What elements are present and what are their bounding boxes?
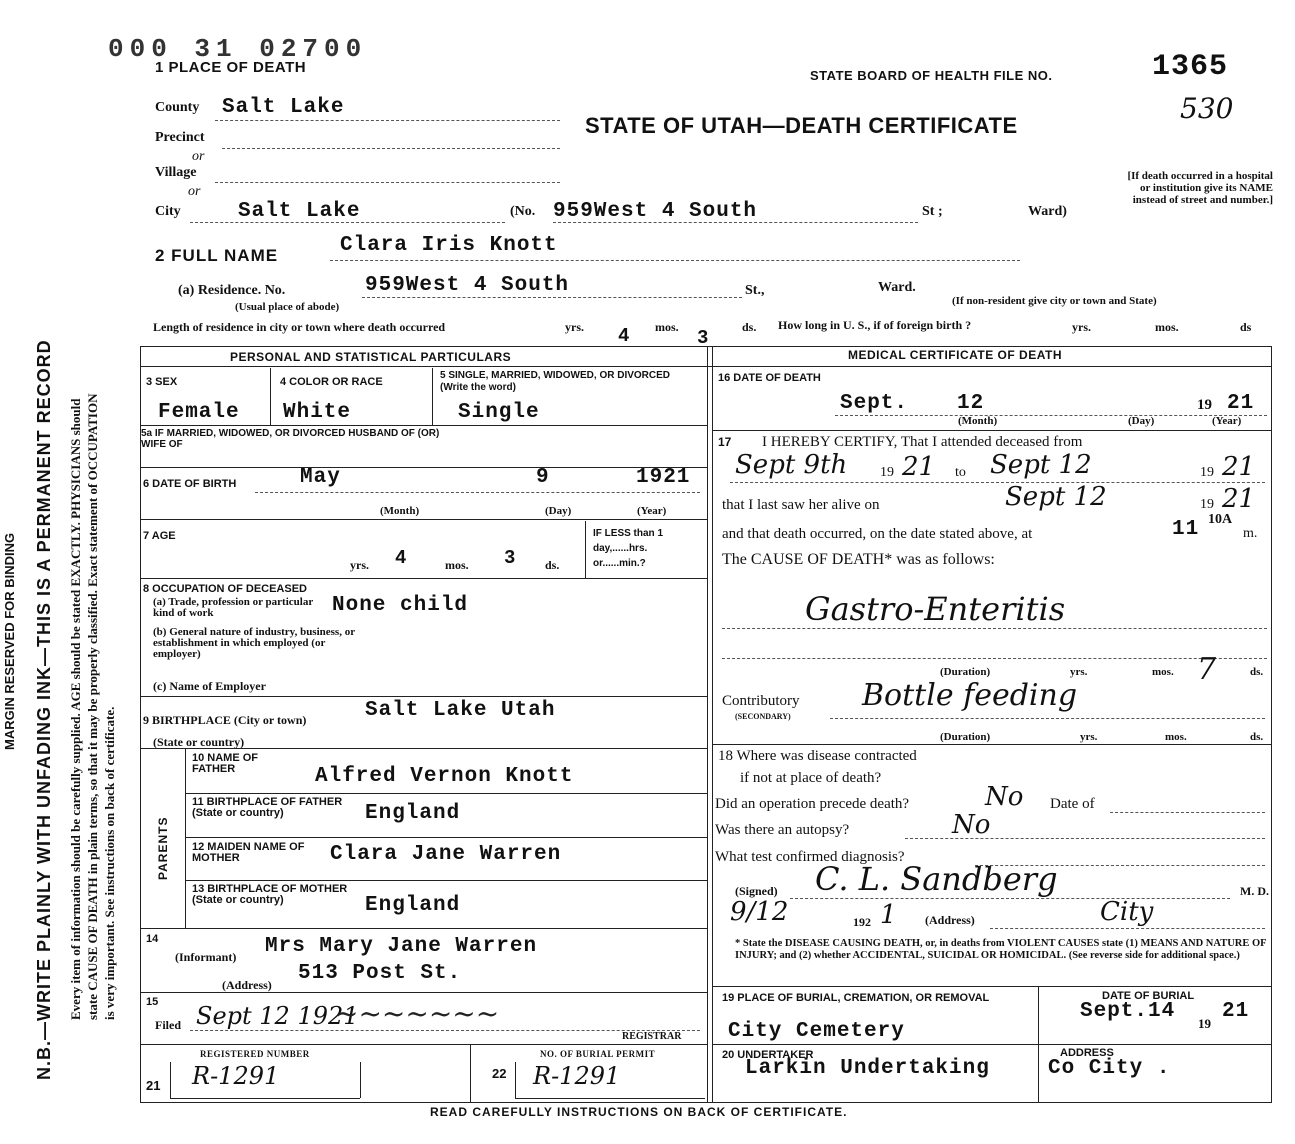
- duration-ds-2: ds.: [1250, 731, 1264, 743]
- non-resident-note: (If non-resident give city or town and State): [952, 295, 1157, 307]
- instructions-line-3: is very important. See instructions on back of certificate.: [102, 706, 117, 1020]
- occupation-value: None child: [332, 594, 469, 617]
- to-year-prefix: 19: [1200, 465, 1214, 480]
- dob-month-caption: (Month): [380, 505, 420, 517]
- duration-yrs-1: yrs.: [1070, 666, 1088, 678]
- informant-address-value: 513 Post St.: [298, 962, 462, 985]
- duration-ds-1: ds.: [1250, 666, 1264, 678]
- dod-year-prefix: 19: [1197, 397, 1212, 413]
- autopsy-answer: No: [952, 810, 991, 840]
- city-label: City: [155, 204, 181, 219]
- informant-number: 14: [146, 933, 159, 945]
- filed-label: Filed: [155, 1018, 181, 1032]
- village-label: Village: [155, 165, 197, 180]
- dod-day-caption: (Day): [1128, 415, 1155, 427]
- physician-signature: C. L. Sandberg: [815, 860, 1058, 898]
- foreign-birth-label: How long in U. S., if of foreign birth ?: [778, 318, 972, 332]
- contributory-label: Contributory: [722, 693, 800, 709]
- color-value: White: [283, 401, 352, 424]
- md-label: M. D.: [1240, 884, 1269, 898]
- operation-date-label: Date of: [1050, 796, 1095, 812]
- or-label-2: or: [188, 184, 201, 199]
- age-label: 7 AGE: [143, 530, 176, 542]
- dob-label: 6 DATE OF BIRTH: [143, 478, 237, 490]
- residence-label: (a) Residence. No.: [178, 283, 286, 298]
- death-m: m.: [1243, 526, 1258, 541]
- burial-place-value: City Cemetery: [728, 1020, 905, 1043]
- mother-name-label: 12 MAIDEN NAME OF MOTHER: [192, 841, 305, 864]
- duration-caption-2: (Duration): [940, 731, 991, 743]
- permit-no: 22: [492, 1066, 507, 1081]
- birthplace-value: Salt Lake Utah: [365, 699, 556, 722]
- burial-date-label: DATE OF BURIAL: [1102, 990, 1195, 1002]
- cause-footnote: * State the DISEASE CAUSING DEATH, or, in deaths from VIOLENT CAUSES state (1) MEANS AND NATURE OF INJURY; and (2) whether ACCIDENTAL, SUICIDAL OR HOMICIDAL. (See reverse side for additional space.): [735, 938, 1267, 961]
- from-year-prefix: 19: [880, 465, 894, 480]
- to-year: 21: [1222, 452, 1256, 482]
- age-yrs-value: 4: [395, 547, 408, 569]
- physician-address-label: (Address): [925, 913, 975, 927]
- age-mos-label: mos.: [445, 558, 469, 572]
- dod-month: Sept.: [840, 392, 909, 415]
- table-right-border: [1271, 346, 1272, 1102]
- informant-address-label: (Address): [222, 978, 272, 992]
- burial-permit-value: R-1291: [533, 1062, 621, 1090]
- length-yrs-value: 4: [618, 325, 631, 347]
- undertaker-label: 20 UNDERTAKER: [722, 1049, 814, 1061]
- occupation-a-label: (a) Trade, profession or particular kind of work: [153, 596, 314, 619]
- filed-date: Sept 12 1921: [196, 1002, 359, 1030]
- mother-birthplace-value: England: [365, 894, 461, 917]
- precinct-label: Precinct: [155, 130, 205, 145]
- last-saw-text: that I last saw her alive on: [722, 497, 880, 513]
- occupation-b-label: (b) General nature of industry, business, or establishment in which employed (or employer): [153, 626, 355, 660]
- duration-mos-value: 7: [1197, 652, 1217, 687]
- footer-instructions: READ CAREFULLY INSTRUCTIONS ON BACK OF CERTIFICATE.: [430, 1105, 848, 1119]
- death-occurred-text: and that death occurred, on the date stated above, at: [722, 526, 1033, 542]
- table-center-divider: [707, 346, 708, 1102]
- dob-year: 1921: [636, 466, 691, 489]
- usual-place-note: (Usual place of abode): [235, 301, 340, 313]
- residence-ward-label: Ward.: [878, 280, 916, 295]
- table-top-border: [140, 346, 1272, 347]
- cause-of-death-value: Gastro-Enteritis: [805, 590, 1066, 628]
- sex-label: 3 SEX: [146, 376, 178, 388]
- employer-label: (c) Name of Employer: [153, 679, 266, 693]
- occupation-label: 8 OCCUPATION OF DECEASED: [143, 583, 307, 595]
- duration-caption-1: (Duration): [940, 666, 991, 678]
- age-mos-value: 3: [504, 547, 517, 569]
- undertaker-value: Larkin Undertaking: [745, 1057, 990, 1080]
- medical-heading: MEDICAL CERTIFICATE OF DEATH: [848, 348, 1062, 362]
- or-label-1: or: [192, 149, 205, 164]
- mother-birthplace-label: 13 BIRTHPLACE OF MOTHER (State or country): [192, 883, 348, 906]
- ward-label: Ward): [1028, 204, 1067, 219]
- last-saw-date: Sept 12: [1005, 482, 1107, 512]
- file-no-label: STATE BOARD OF HEALTH FILE NO.: [810, 68, 1053, 83]
- dod-year-caption: (Year): [1212, 415, 1242, 427]
- birthplace-state-caption: (State or country): [153, 735, 245, 749]
- handwritten-number: 530: [1180, 92, 1234, 125]
- dob-month: May: [300, 466, 341, 489]
- to-label: to: [955, 465, 966, 480]
- foreign-ds-label: ds: [1240, 320, 1252, 334]
- place-of-death-label: 1 PLACE OF DEATH: [155, 59, 307, 76]
- marital-value: Single: [458, 401, 540, 424]
- permanent-record-notice: N.B.—WRITE PLAINLY WITH UNFADING INK—THIS IS A PERMANENT RECORD: [34, 339, 54, 1080]
- duration-mos-1: mos.: [1152, 666, 1174, 678]
- length-mos-value: 3: [697, 327, 710, 349]
- dod-month-caption: (Month): [958, 415, 998, 427]
- signature-year: 1: [880, 900, 897, 930]
- registered-number-value: R-1291: [192, 1062, 280, 1090]
- certify-text: I HEREBY CERTIFY, That I attended deceased from: [762, 434, 1083, 450]
- burial-permit-label: NO. OF BURIAL PERMIT: [540, 1049, 656, 1059]
- signature-date: 9/12: [730, 897, 789, 927]
- operation-answer: No: [985, 782, 1024, 812]
- dod-year: 21: [1227, 392, 1255, 415]
- foreign-mos-label: mos.: [1155, 320, 1179, 334]
- mother-name-value: Clara Jane Warren: [330, 843, 562, 866]
- table-bottom-border: [140, 1102, 1272, 1103]
- dob-year-caption: (Year): [637, 505, 667, 517]
- contributory-value: Bottle feeding: [862, 678, 1078, 713]
- binding-margin-label: MARGIN RESERVED FOR BINDING: [2, 532, 17, 750]
- file-number: 1365: [1152, 50, 1229, 84]
- registrar-caption: REGISTRAR: [622, 1031, 682, 1042]
- father-birthplace-value: England: [365, 802, 461, 825]
- test-diagnosis-label: What test confirmed diagnosis?: [715, 849, 905, 865]
- certificate-title: STATE OF UTAH—DEATH CERTIFICATE: [585, 113, 1018, 138]
- st-label: St ;: [922, 204, 943, 219]
- birthplace-label: 9 BIRTHPLACE (City or town): [143, 713, 307, 727]
- street-value: 959West 4 South: [553, 200, 758, 223]
- death-ampm: 10A: [1208, 512, 1233, 527]
- residence-st-label: St.,: [745, 283, 765, 298]
- length-ds-label: ds.: [742, 320, 757, 334]
- date-of-death-label: 16 DATE OF DEATH: [718, 372, 821, 384]
- last-year: 21: [1222, 484, 1256, 514]
- burial-place-label: 19 PLACE OF BURIAL, CREMATION, OR REMOVAL: [722, 992, 990, 1004]
- attended-to: Sept 12: [990, 450, 1092, 480]
- if-less-note: IF LESS than 1 day,......hrs. or......min.?: [593, 528, 664, 569]
- burial-year: 21: [1222, 1000, 1250, 1023]
- dob-day: 9: [536, 466, 550, 489]
- father-name-label: 10 NAME OF FATHER: [192, 752, 259, 775]
- residence-value: 959West 4 South: [365, 274, 570, 297]
- duration-mos-2: mos.: [1165, 731, 1187, 743]
- last-year-prefix: 19: [1200, 497, 1214, 512]
- length-residence-label: Length of residence in city or town where death occurred: [153, 320, 446, 334]
- signed-label: (Signed): [735, 884, 778, 898]
- personal-heading: PERSONAL AND STATISTICAL PARTICULARS: [230, 350, 512, 364]
- table-left-border: [140, 346, 141, 1102]
- undertaker-address-value: Co City .: [1048, 1057, 1171, 1080]
- color-label: 4 COLOR OR RACE: [280, 376, 383, 388]
- signature-year-prefix: 192: [853, 915, 871, 929]
- instructions-line-1: Every item of information should be carefully supplied. AGE should be stated EXACTLY. PHYSICIANS should: [68, 398, 83, 1020]
- from-year: 21: [902, 452, 936, 482]
- filed-number: 15: [146, 996, 159, 1008]
- foreign-yrs-label: yrs.: [1072, 320, 1091, 334]
- operation-label: Did an operation precede death?: [715, 796, 910, 812]
- informant-value: Mrs Mary Jane Warren: [265, 935, 538, 958]
- registrar-signature-icon: ~~~~~~~: [335, 997, 500, 1030]
- registered-no: 21: [146, 1078, 161, 1093]
- attended-from: Sept 9th: [735, 450, 848, 480]
- q18-label: 18 Where was disease contracted: [718, 748, 917, 764]
- sex-value: Female: [158, 401, 240, 424]
- certify-number: 17: [718, 435, 732, 449]
- informant-label: (Informant): [175, 950, 237, 964]
- cause-of-death-label: The CAUSE OF DEATH* was as follows:: [722, 551, 995, 568]
- dod-day: 12: [957, 392, 985, 415]
- marital-label: 5 SINGLE, MARRIED, WIDOWED, OR DIVORCED (Write the word): [440, 370, 671, 393]
- hospital-note: [If death occurred in a hospital or institution give its NAME instead of street and number.]: [1127, 170, 1273, 206]
- registered-number-label: REGISTERED NUMBER: [200, 1049, 310, 1059]
- undertaker-address-label: ADDRESS: [1060, 1047, 1114, 1059]
- autopsy-label: Was there an autopsy?: [715, 822, 850, 838]
- county-value: Salt Lake: [222, 96, 345, 119]
- secondary-caption: (SECONDARY): [735, 712, 791, 721]
- dob-day-caption: (Day): [545, 505, 572, 517]
- burial-date-value: Sept.14: [1080, 1000, 1176, 1023]
- stamp-number: 000 31 02700: [108, 34, 368, 64]
- father-birthplace-label: 11 BIRTHPLACE OF FATHER (State or country): [192, 796, 343, 819]
- county-label: County: [155, 100, 200, 115]
- full-name-value: Clara Iris Knott: [340, 234, 558, 257]
- q18-label-b: if not at place of death?: [740, 770, 882, 786]
- instructions-line-2: state CAUSE OF DEATH in plain terms, so that it may be properly classified. Exact statement of OCCUPATION: [85, 393, 100, 1020]
- physician-address: City: [1100, 897, 1154, 927]
- length-mos-label: mos.: [655, 320, 679, 334]
- age-ds-label: ds.: [545, 558, 560, 572]
- father-name-value: Alfred Vernon Knott: [315, 765, 574, 788]
- burial-year-prefix: 19: [1198, 1016, 1211, 1031]
- death-time: 11: [1172, 518, 1200, 541]
- spouse-label: 5a IF MARRIED, WIDOWED, OR DIVORCED HUSBAND OF (OR) WIFE OF: [141, 428, 440, 450]
- age-yrs-label: yrs.: [350, 558, 369, 572]
- full-name-label: 2 FULL NAME: [155, 246, 279, 265]
- street-no-label: (No.: [510, 204, 536, 219]
- city-value: Salt Lake: [238, 200, 361, 223]
- duration-yrs-2: yrs.: [1080, 731, 1098, 743]
- length-yrs-label: yrs.: [565, 320, 584, 334]
- parents-label: PARENTS: [156, 816, 170, 880]
